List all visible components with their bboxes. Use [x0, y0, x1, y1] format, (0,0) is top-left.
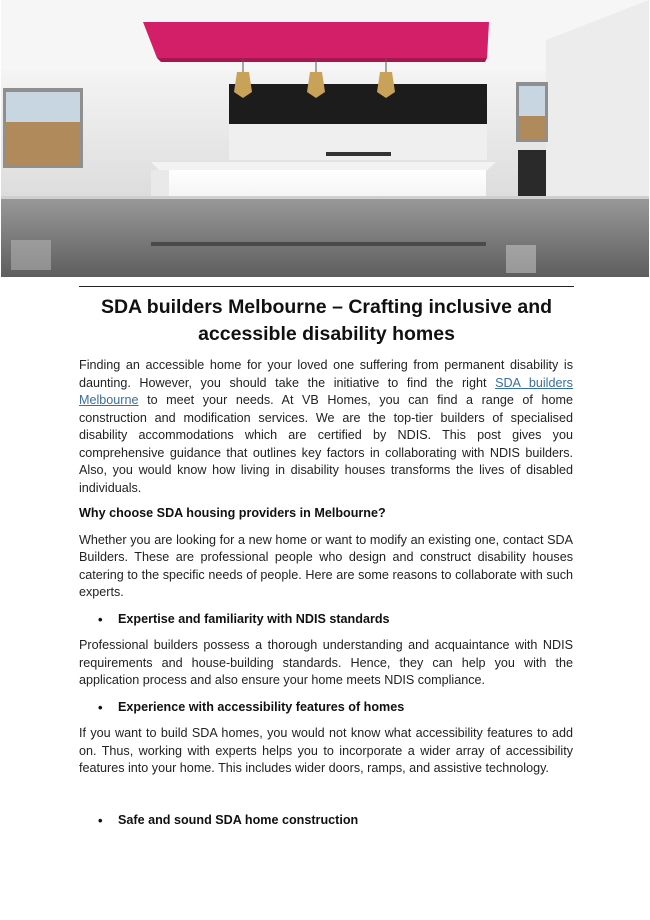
bullet-icon: • — [98, 611, 103, 627]
floor-reflection-right — [506, 245, 536, 273]
intro-text-2: to meet your needs. At VB Homes, you can find a range of home construction and modification services. We are the top-tier builders of specialised disability accommodations which are certified by NDIS. This post gives you comprehensive guidance that outlines key factors in collaborating with NDIS builders. Also, you would know how living in disability houses transforms the lives of disabled individuals. — [79, 393, 573, 495]
article-body — [79, 357, 573, 829]
kitchen-photo — [1, 0, 649, 277]
floor-reflection-left — [11, 240, 51, 270]
floor — [1, 196, 649, 277]
hero-image — [1, 0, 649, 277]
bullet-heading-text: Expertise and familiarity with NDIS standards — [118, 611, 390, 626]
intro-paragraph — [79, 357, 573, 497]
bullet-heading-text: Safe and sound SDA home construction — [118, 812, 359, 827]
right-window-fence — [519, 116, 545, 140]
page-title: SDA builders Melbourne – Crafting inclusive and accessible disability homes — [100, 296, 553, 345]
splashback — [229, 84, 487, 124]
window-fence — [6, 122, 80, 166]
skirting — [1, 196, 649, 199]
bullet-heading-1 — [79, 611, 573, 629]
bullet-icon: • — [98, 812, 103, 828]
bullet-heading-3 — [79, 812, 573, 830]
right-window-sky — [519, 86, 545, 116]
title-rule — [79, 286, 574, 287]
window-sky — [6, 92, 80, 122]
bullet-icon: • — [98, 699, 103, 715]
cooktop — [326, 152, 391, 156]
sda-builders-link[interactable]: SDA builders Melbourne — [79, 375, 573, 407]
bullet-heading-text: Experience with accessibility features of homes — [118, 699, 405, 714]
island-shadow — [151, 242, 486, 246]
bullet-paragraph-1: Professional builders possess a thorough understanding and acquaintance with NDIS requirements and house-building standards. Hence, they can help you with the application process and also ensure your home meets NDIS compliance. — [79, 638, 573, 687]
bullet-heading-2 — [79, 699, 573, 717]
bullet-paragraph-2: If you want to build SDA homes, you would not know what accessibility features to add on. Thus, working with experts helps you to incorporate a wider array of accessibility features into your home. This includes wider doors, ramps, and assistive technology. — [79, 726, 573, 775]
pink-bulkhead — [143, 22, 489, 58]
section-heading: Why choose SDA housing providers in Melbourne? — [79, 506, 386, 520]
section-paragraph: Whether you are looking for a new home or want to modify an existing one, contact SDA Builders. These are professional people who design and construct disability houses catering to the specific needs of people. Here are some reasons to collaborate with such experts. — [79, 532, 573, 599]
doorway — [518, 150, 546, 200]
bulkhead-edge — [157, 58, 487, 62]
intro-text-1: Finding an accessible home for your loved one suffering from permanent disability is daunting. However, you should take the initiative to find the right — [79, 358, 573, 390]
